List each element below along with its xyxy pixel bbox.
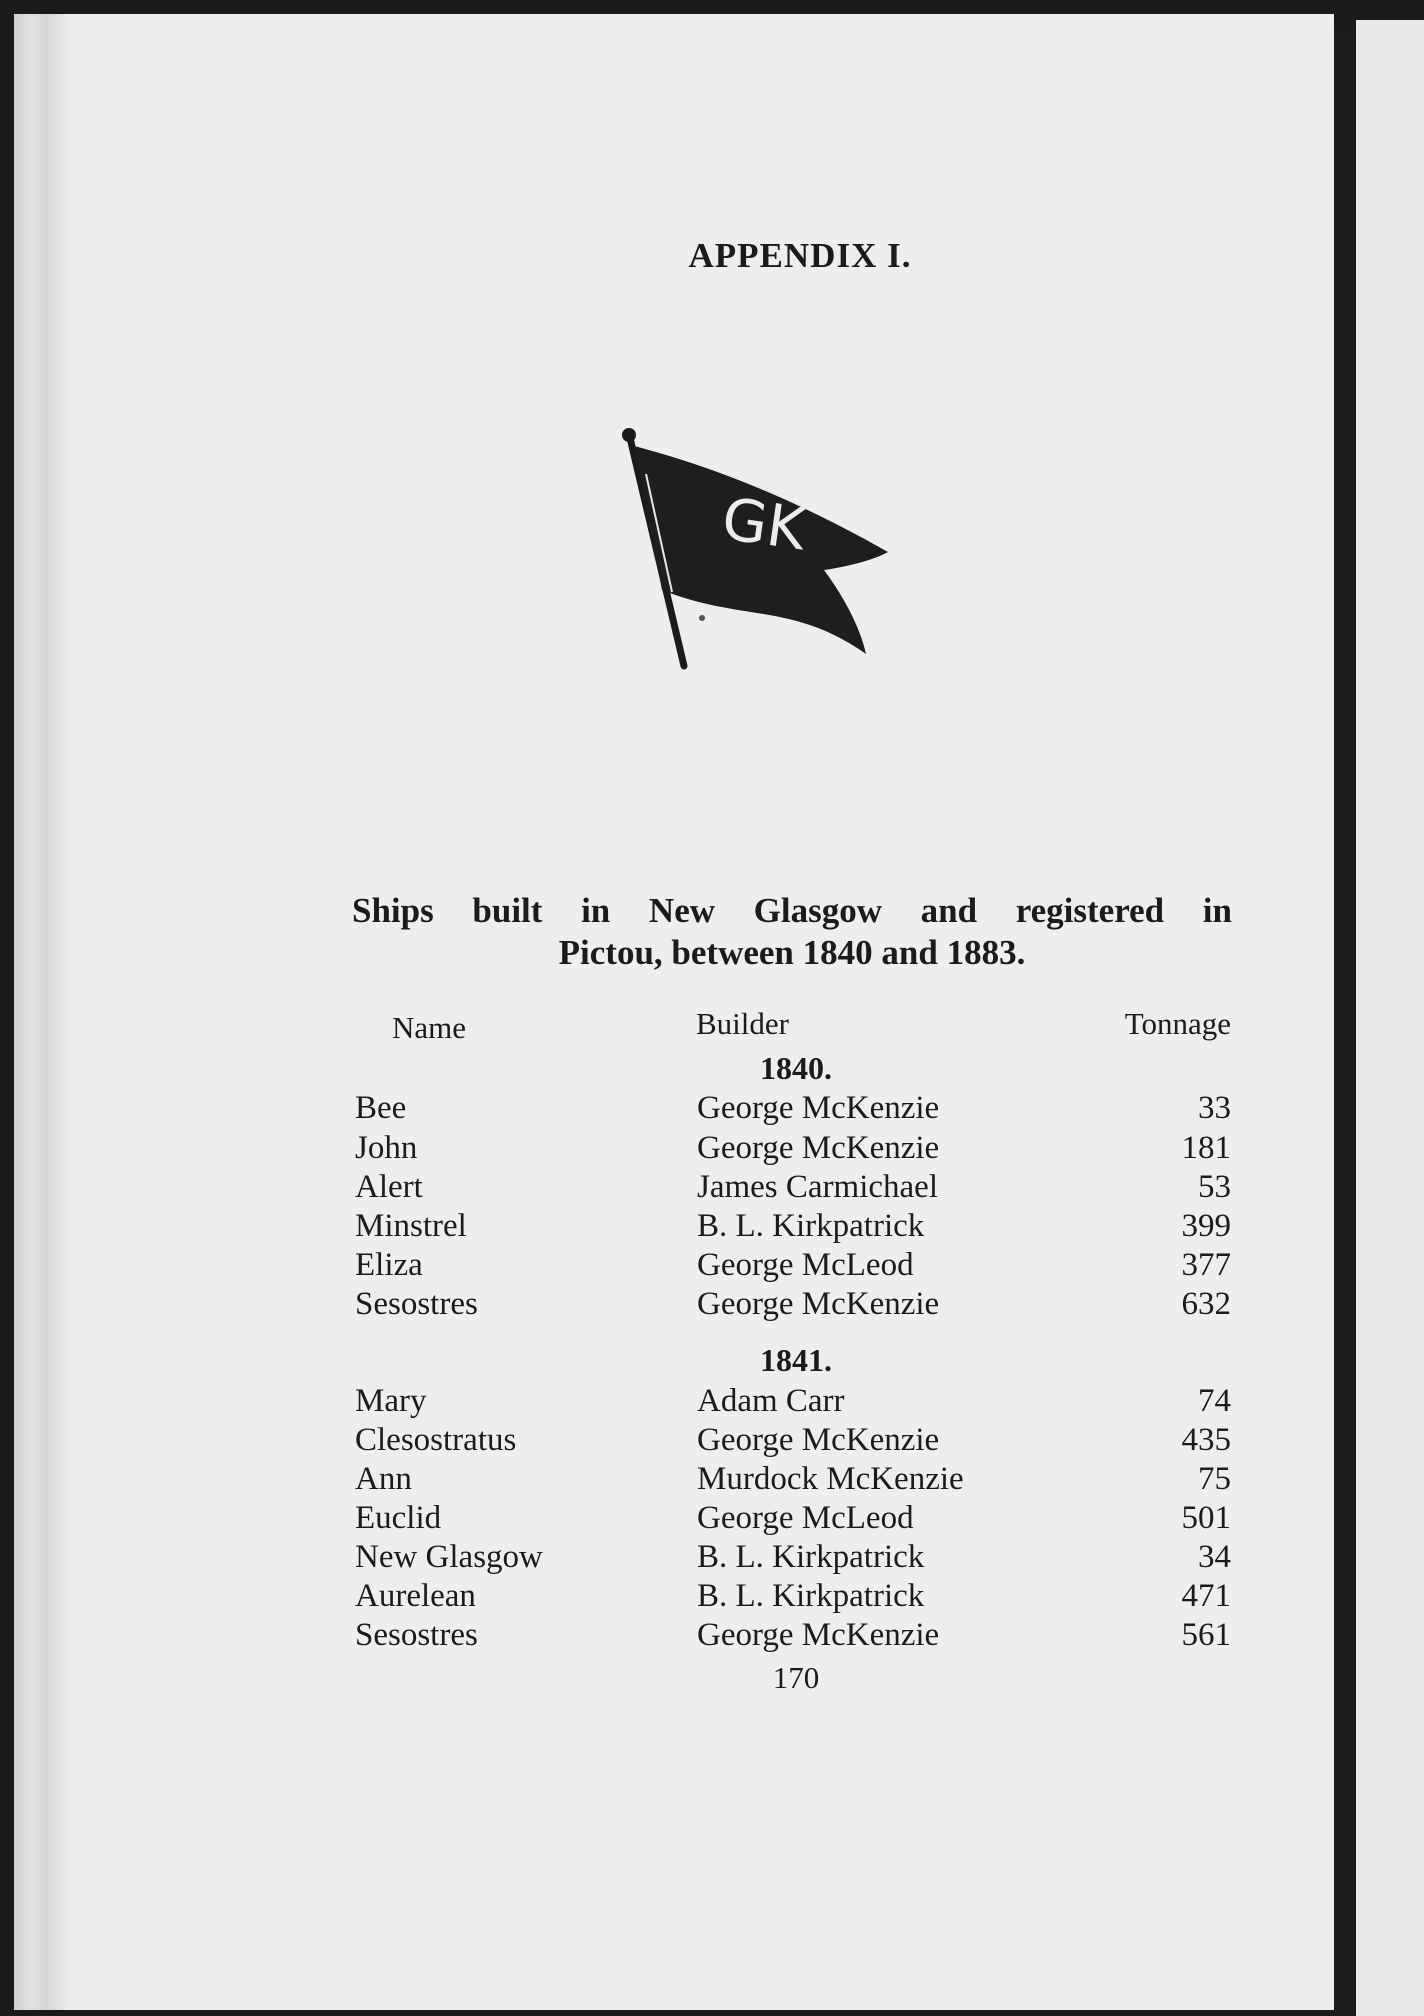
name-column-header: Name bbox=[392, 1010, 467, 1045]
ship-name: John bbox=[355, 1130, 418, 1166]
ship-name: Sesostres bbox=[355, 1286, 478, 1322]
heading-word: New bbox=[648, 891, 716, 930]
heading-word: registered bbox=[1015, 891, 1165, 930]
flag-letters: GK bbox=[718, 484, 810, 564]
heading-word: built bbox=[472, 891, 543, 930]
table-row bbox=[0, 1500, 1424, 1540]
heading-word: Ships bbox=[352, 891, 434, 930]
table-row bbox=[0, 1247, 1424, 1287]
ship-name: Minstrel bbox=[355, 1208, 467, 1244]
ship-tonnage: 377 bbox=[1181, 1247, 1231, 1283]
ship-builder: B. L. Kirkpatrick bbox=[697, 1539, 925, 1575]
ship-tonnage: 471 bbox=[1181, 1578, 1231, 1614]
tonnage-column-header: Tonnage bbox=[1124, 1006, 1231, 1041]
ship-builder: James Carmichael bbox=[697, 1169, 938, 1205]
ship-tonnage: 632 bbox=[1181, 1286, 1231, 1322]
ship-tonnage: 501 bbox=[1181, 1500, 1231, 1536]
page-number: 170 bbox=[772, 1660, 820, 1695]
table-row bbox=[0, 1286, 1424, 1326]
table-row bbox=[0, 1208, 1424, 1248]
ship-name: Mary bbox=[355, 1383, 427, 1419]
ship-builder: George McKenzie bbox=[697, 1090, 940, 1126]
ship-name: Clesostratus bbox=[355, 1422, 517, 1458]
ship-name: Bee bbox=[355, 1090, 407, 1126]
table-row bbox=[0, 1461, 1424, 1501]
gk-house-flag bbox=[612, 422, 902, 682]
ship-name: Sesostres bbox=[355, 1617, 478, 1653]
heading-word: and bbox=[920, 891, 978, 930]
ship-name: New Glasgow bbox=[355, 1539, 543, 1575]
heading-word: Glasgow bbox=[753, 891, 883, 930]
appendix-title: APPENDIX I. bbox=[688, 236, 912, 275]
table-row bbox=[0, 1090, 1424, 1130]
ship-builder: Murdock McKenzie bbox=[697, 1461, 964, 1497]
ship-tonnage: 75 bbox=[1198, 1461, 1231, 1497]
ship-builder: George McKenzie bbox=[697, 1130, 940, 1166]
table-row bbox=[0, 1130, 1424, 1170]
facing-page-edge bbox=[1356, 20, 1424, 2016]
ship-builder: B. L. Kirkpatrick bbox=[697, 1578, 925, 1614]
page-edges bbox=[14, 14, 68, 2010]
ship-name: Alert bbox=[355, 1169, 423, 1205]
ship-name: Ann bbox=[355, 1461, 412, 1497]
heading-line-2: Pictou, between 1840 and 1883. bbox=[558, 933, 1026, 972]
heading-word: in bbox=[581, 891, 611, 930]
binding-shadow bbox=[1334, 28, 1356, 2016]
ship-builder: George McKenzie bbox=[697, 1422, 940, 1458]
ship-name: Euclid bbox=[355, 1500, 442, 1536]
ship-name: Aurelean bbox=[355, 1578, 476, 1614]
ship-tonnage: 74 bbox=[1198, 1383, 1231, 1419]
ship-tonnage: 561 bbox=[1181, 1617, 1231, 1653]
year-heading: 1841. bbox=[760, 1342, 832, 1378]
table-row bbox=[0, 1578, 1424, 1618]
heading-word: in bbox=[1202, 891, 1232, 930]
ship-tonnage: 53 bbox=[1198, 1169, 1231, 1205]
ship-tonnage: 33 bbox=[1198, 1090, 1231, 1126]
ship-tonnage: 435 bbox=[1181, 1422, 1231, 1458]
builder-column-header: Builder bbox=[696, 1006, 789, 1041]
table-row bbox=[0, 1539, 1424, 1579]
ship-builder: B. L. Kirkpatrick bbox=[697, 1208, 925, 1244]
table-row bbox=[0, 1169, 1424, 1209]
section-heading bbox=[352, 890, 1232, 974]
table-row bbox=[0, 1617, 1424, 1657]
ship-tonnage: 181 bbox=[1181, 1130, 1231, 1166]
ship-tonnage: 34 bbox=[1198, 1539, 1231, 1575]
table-row bbox=[0, 1422, 1424, 1462]
heading-line-1 bbox=[352, 890, 1232, 932]
ship-tonnage: 399 bbox=[1181, 1208, 1231, 1244]
ship-builder: George McLeod bbox=[697, 1500, 914, 1536]
ship-builder: Adam Carr bbox=[697, 1383, 845, 1419]
ship-builder: George McKenzie bbox=[697, 1286, 940, 1322]
ship-builder: George McKenzie bbox=[697, 1617, 940, 1653]
year-heading: 1840. bbox=[760, 1050, 832, 1086]
ship-name: Eliza bbox=[355, 1247, 423, 1283]
ship-builder: George McLeod bbox=[697, 1247, 914, 1283]
table-row bbox=[0, 1383, 1424, 1423]
